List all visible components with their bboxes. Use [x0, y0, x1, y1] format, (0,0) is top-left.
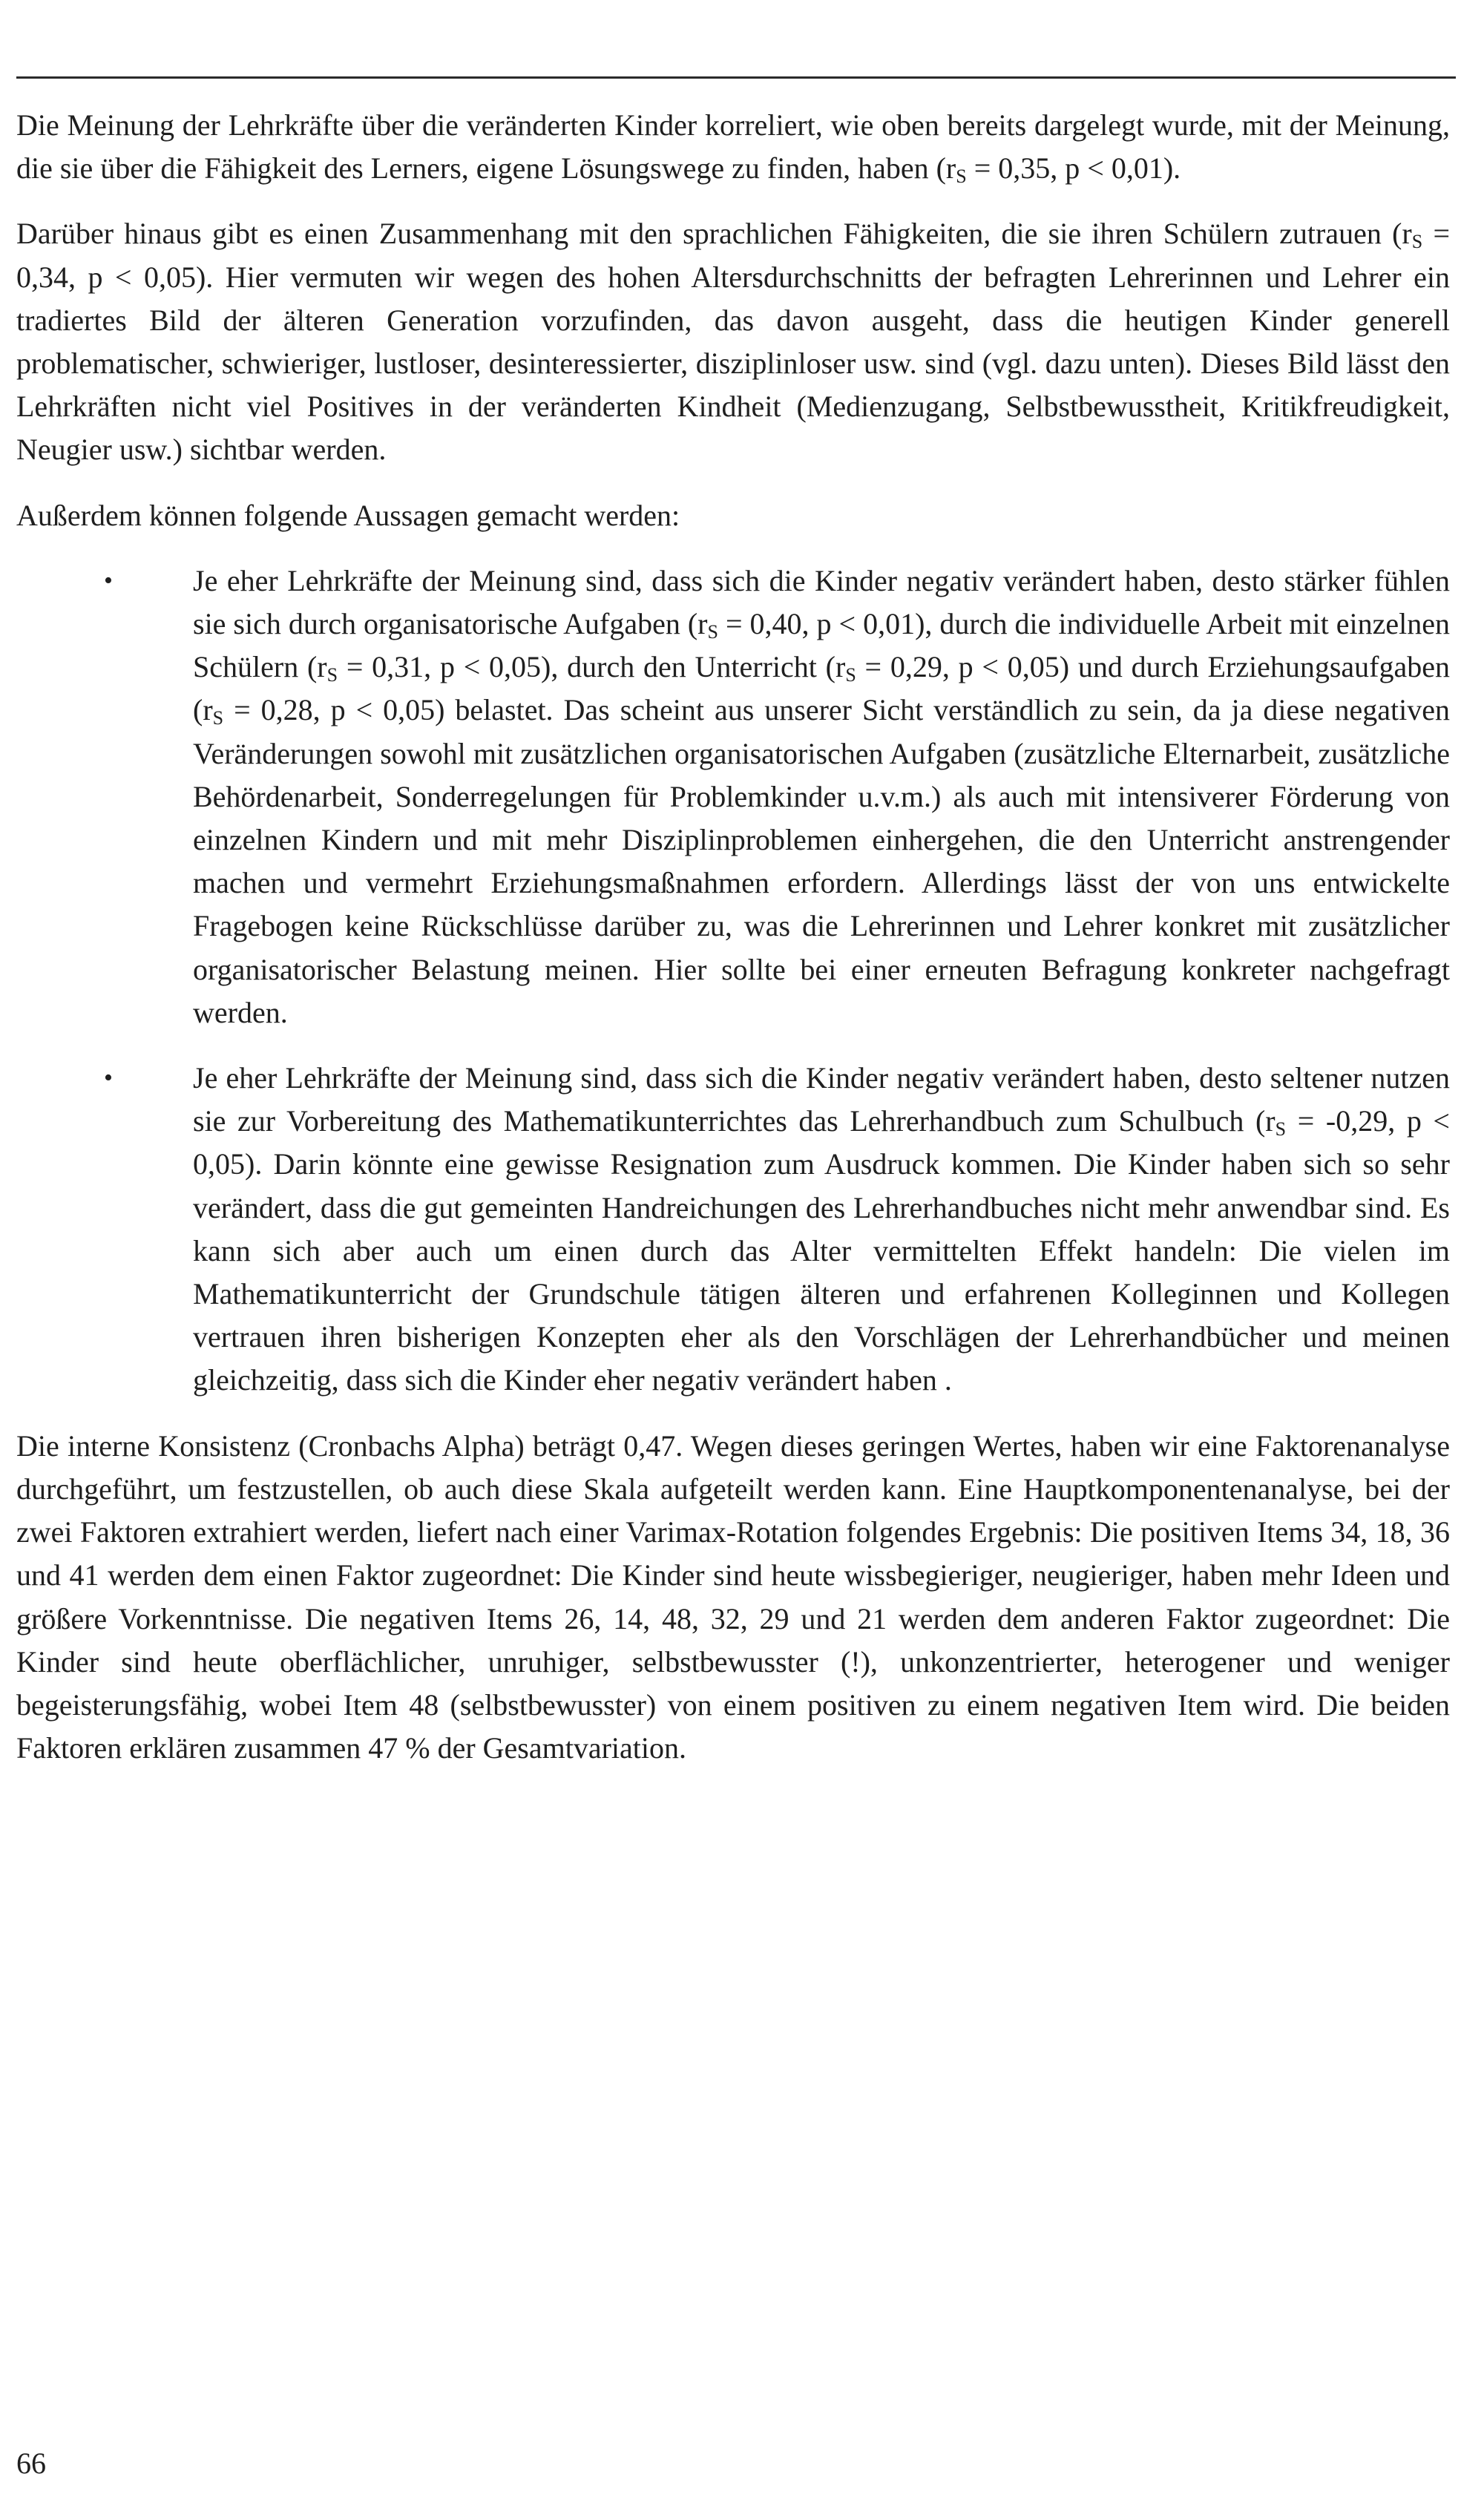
subscript: S — [326, 664, 338, 686]
paragraph-internal-consistency: Die interne Konsistenz (Cronbachs Alpha) beträgt 0,47. Wegen dieses geringen Wertes, haben wir eine Faktorenanalyse durchgeführt, um festzustellen, ob auch diese Skala aufgeteilt werden kann. Eine Hauptkomponentenanalyse, bei der zwei Faktoren extrahiert werden, liefert nach einer Varimax-Rotation folgendes Ergebnis: Die positiven Items 34, 18, 36 und 41 werden dem einen Faktor zugeordnet: Die Kinder sind heute wissbegieriger, neugieriger, haben mehr Ideen und größere Vorkenntnisse. Die negativen Items 26, 14, 48, 32, 29 und 21 werden dem anderen Faktor zugeordnet: Die Kinder sind heute oberflächlicher, unruhiger, selbstbewusster (!), unkonzentrierter, heterogener und weniger begeisterungsfähig, wobei Item 48 (selbstbewusster) von einem positiven zu einem negativen Item wird. Die beiden Faktoren erklären zusammen 47 % der Gesamtvariation. — [16, 1428, 1450, 1765]
subscript: S — [1411, 231, 1423, 253]
bullet-list — [16, 560, 1450, 1402]
bullet-text — [193, 560, 1450, 1034]
page-number: 66 — [16, 2447, 46, 2480]
text-segment: = 0,34, p < 0,05). Hier vermuten wir wegen des hohen Altersdurchschnitts der befragten Lehrerinnen und Lehrer ein tradiertes Bild der älteren Generation vorzufinden, das davon ausgeht, dass die heutigen Kinder generell problematischer, schwieriger, lustloser, desinteressierter, disziplinloser usw. sind (vgl. dazu unten). Dieses Bild lässt den Lehrkräften nicht viel Positives in der veränderten Kindheit (Medienzugang, Selbstbewusstheit, Kritikfreudigkeit, Neugier usw.) sichtbar werden. — [16, 217, 1450, 467]
subscript: S — [212, 707, 224, 729]
text-segment: = 0,40, p < 0,01), durch die individuelle Arbeit mit einzelnen Schülern (r — [193, 607, 1451, 684]
bullet-text — [193, 1057, 1450, 1402]
text-segment: Je eher Lehrkräfte der Meinung sind, dass sich die Kinder negativ verändert haben, desto seltener nutzen sie zur Vorbereitung des Mathematikunterrichtes das Lehrerhandbuch zum Schulbuch (r — [193, 1061, 1450, 1138]
subscript: S — [845, 664, 856, 686]
text-segment: = 0,29, p < 0,05) und durch Erziehungsaufgaben (r — [193, 650, 1450, 727]
subscript: S — [1275, 1118, 1287, 1141]
text-segment: = 0,35, p < 0,01). — [966, 151, 1181, 186]
bullet-icon: • — [104, 566, 113, 594]
header-rule — [16, 76, 1456, 79]
paragraph-correlation-solution-paths — [16, 104, 1450, 190]
paragraph-statements-intro: Außerdem können folgende Aussagen gemacht werden: — [16, 498, 680, 532]
text-segment: = 0,28, p < 0,05) belastet. Das scheint aus unserer Sicht verständlich zu sein, da ja diese negativen Veränderungen sowohl mit zusätzlichen organisatorischen Aufgaben (zusätzliche Elternarbeit, zusätzliche Behördenarbeit, Sonderregelungen für Problemkinder u.v.m.) als auch mit intensiverer Förderung von einzelnen Kindern und mit mehr Disziplinproblemen einhergehen, die den Unterricht anstrengender machen und vermehrt Erziehungsmaßnahmen erfordern. Allerdings lässt der von uns entwickelte Fragebogen keine Rückschlüsse darüber zu, was die Lehrerinnen und Lehrer konkret mit zusätzlicher organisatorischer Belastung meinen. Hier sollte bei einer erneuten Befragung konkreter nachgefragt werden. — [193, 693, 1450, 1029]
text-segment: Die Meinung der Lehrkräfte über die veränderten Kinder korreliert, wie oben bereits dargelegt wurde, mit der Meinung, die sie über die Fähigkeit des Lerners, eigene Lösungswege zu finden, haben (r — [16, 108, 1450, 186]
body-text — [16, 104, 1450, 1792]
text-segment: = -0,29, p < 0,05). Darin könnte eine gewisse Resignation zum Ausdruck kommen. Die Kinder haben sich so sehr verändert, dass die gut gemeinten Handreichungen des Lehrerhandbuches nicht mehr anwendbar sind. Es kann sich aber auch um einen durch das Alter vermittelten Effekt handeln: Die vielen im Mathematikunterricht der Grundschule tätigen älteren und erfahrenen Kolleginnen und Kollegen vertrauen ihren bisherigen Konzepten eher als den Vorschlägen der Lehrerhandbücher und meinen gleichzeitig, dass sich die Kinder eher negativ verändert haben . — [193, 1104, 1450, 1397]
subscript: S — [956, 165, 967, 188]
bullet-item-burden — [16, 560, 1450, 1034]
subscript: S — [707, 621, 718, 643]
bullet-item-teacher-handbook — [16, 1057, 1450, 1402]
text-segment: Je eher Lehrkräfte der Meinung sind, dass sich die Kinder negativ verändert haben, desto stärker fühlen sie sich durch organisatorische Aufgaben (r — [193, 563, 1450, 641]
text-segment: Darüber hinaus gibt es einen Zusammenhang mit den sprachlichen Fähigkeiten, die sie ihren Schülern zutrauen (r — [16, 217, 1412, 251]
paragraph-language-abilities — [16, 212, 1450, 471]
bullet-icon: • — [104, 1064, 113, 1092]
text-segment: = 0,31, p < 0,05), durch den Unterricht (r — [338, 650, 846, 684]
